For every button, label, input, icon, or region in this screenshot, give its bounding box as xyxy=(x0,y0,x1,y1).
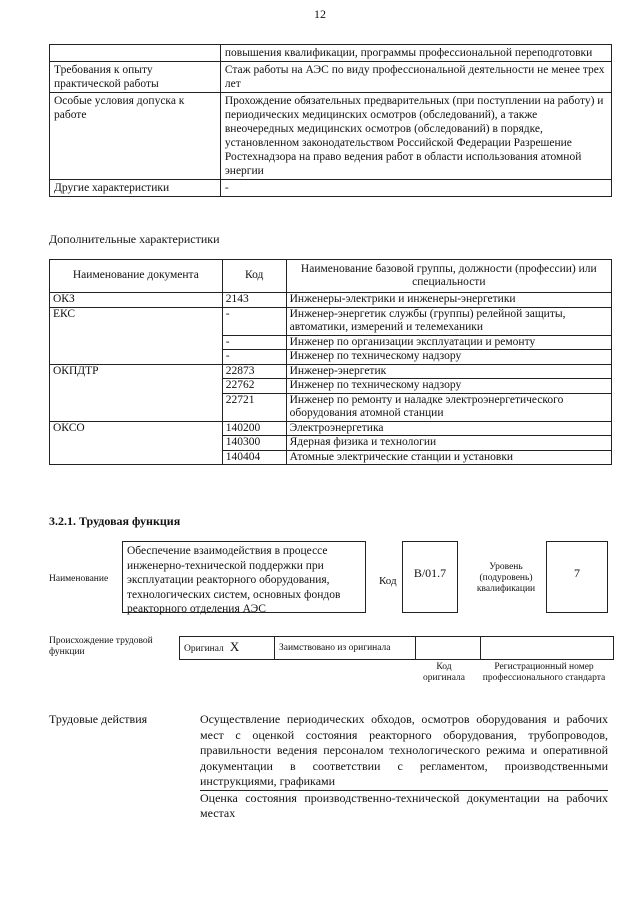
occupation-name-cell: Инженер по техническому надзору xyxy=(286,350,611,365)
borrowed-cell: Заимствовано из оригинала xyxy=(275,637,416,660)
section-title: 3.2.1. Трудовая функция xyxy=(49,514,181,528)
table-cell-value: Стаж работы на АЭС по виду профессиональной деятельности не менее трех лет xyxy=(220,62,611,93)
labor-actions-label: Трудовые действия xyxy=(49,712,148,726)
original-mark: X xyxy=(229,639,240,654)
code-original-cell xyxy=(416,637,481,660)
document-name-cell: ЕКС xyxy=(50,307,223,364)
origin-table xyxy=(179,636,614,660)
table-row xyxy=(50,293,612,308)
occupation-name-cell: Инженер-энергетик службы (группы) релейной защиты, автоматики, измерений и телемеханики xyxy=(286,307,611,335)
code-cell: - xyxy=(222,335,286,350)
table-row xyxy=(50,180,612,197)
function-code-box: В/01.7 xyxy=(402,541,458,613)
code-cell: 140200 xyxy=(222,421,286,436)
qualification-level-box: 7 xyxy=(546,541,608,613)
table-cell-label: Особые условия допуска к работе xyxy=(50,93,221,180)
table-cell-value: Прохождение обязательных предварительных (при поступлении на работу) и периодических медицинских осмотров (обследований), а также внеочередных медицинских осмотров (обследований) в порядке, установленном законодательством Российской Федерации Разрешение Ростехнадзора на право ведения работ в области использования атомной энергии xyxy=(220,93,611,180)
column-header-code: Код xyxy=(222,260,286,293)
code-cell: 22762 xyxy=(222,379,286,394)
table-row xyxy=(180,637,614,660)
occupation-name-cell: Атомные электрические станции и установки xyxy=(286,450,611,465)
reg-number-label: Регистрационный номер профессионального стандарта xyxy=(482,662,606,683)
additional-characteristics-heading: Дополнительные характеристики xyxy=(49,232,220,246)
table-row xyxy=(50,93,612,180)
column-header-document: Наименование документа xyxy=(50,260,223,293)
table-header-row xyxy=(50,260,612,293)
occupation-name-cell: Инженеры-электрики и инженеры-энергетики xyxy=(286,293,611,308)
column-header-name: Наименование базовой группы, должности (профессии) или специальности xyxy=(286,260,611,293)
page-number: 12 xyxy=(314,7,326,21)
table-row xyxy=(50,307,612,335)
original-label: Оригинал xyxy=(184,644,224,654)
document-name-cell: ОКСО xyxy=(50,421,223,465)
document-name-cell: ОКЗ xyxy=(50,293,223,308)
code-cell: - xyxy=(222,307,286,335)
code-cell: 22873 xyxy=(222,364,286,379)
table-cell-label: Требования к опыту практической работы xyxy=(50,62,221,93)
reg-number-cell xyxy=(481,637,614,660)
qualification-level-label: Уровень (подуровень) квалификации xyxy=(476,562,536,594)
code-original-label: Код оригинала xyxy=(423,662,465,683)
labor-action-item: Оценка состояния производственно-технической документации на рабочих местах xyxy=(200,790,608,820)
table-cell-value: - xyxy=(220,180,611,197)
code-cell: 140404 xyxy=(222,450,286,465)
function-name-box: Обеспечение взаимодействия в процессе инженерно-технической поддержки при эксплуатации реакторного оборудования, технологических систем, основных фондов реакторного отделения АЭС xyxy=(122,541,366,613)
labor-actions-list xyxy=(200,712,608,822)
name-label: Наименование xyxy=(49,574,109,584)
table-row xyxy=(50,364,612,379)
code-cell: 22721 xyxy=(222,393,286,421)
occupation-name-cell: Инженер по организации эксплуатации и ремонту xyxy=(286,335,611,350)
occupation-name-cell: Электроэнергетика xyxy=(286,421,611,436)
occupation-name-cell: Ядерная физика и технологии xyxy=(286,436,611,451)
original-cell xyxy=(180,637,275,660)
labor-action-item: Осуществление периодических обходов, осмотров оборудования и рабочих мест с оценкой состояния реакторного оборудования, трубопроводов, правильности ведения персоналом технологического режима и оперативной документации в соответствии с регламентом, производственными инструкциями, графиками xyxy=(200,712,608,791)
document-name-cell: ОКПДТР xyxy=(50,364,223,421)
code-cell: 140300 xyxy=(222,436,286,451)
occupation-name-cell: Инженер-энергетик xyxy=(286,364,611,379)
table-row xyxy=(50,45,612,62)
table-row xyxy=(50,62,612,93)
table-cell-label: Другие характеристики xyxy=(50,180,221,197)
additional-characteristics-table xyxy=(49,259,612,465)
code-label: Код xyxy=(379,575,397,587)
code-cell: 2143 xyxy=(222,293,286,308)
code-cell: - xyxy=(222,350,286,365)
occupation-name-cell: Инженер по техническому надзору xyxy=(286,379,611,394)
table-cell-value: повышения квалификации, программы профессиональной переподготовки xyxy=(220,45,611,62)
occupation-name-cell: Инженер по ремонту и наладке электроэнергетического оборудования атомной станции xyxy=(286,393,611,421)
table-row xyxy=(50,421,612,436)
qualification-requirements-table xyxy=(49,44,612,197)
table-cell-label xyxy=(50,45,221,62)
origin-label: Происхождение трудовой функции xyxy=(49,636,153,657)
